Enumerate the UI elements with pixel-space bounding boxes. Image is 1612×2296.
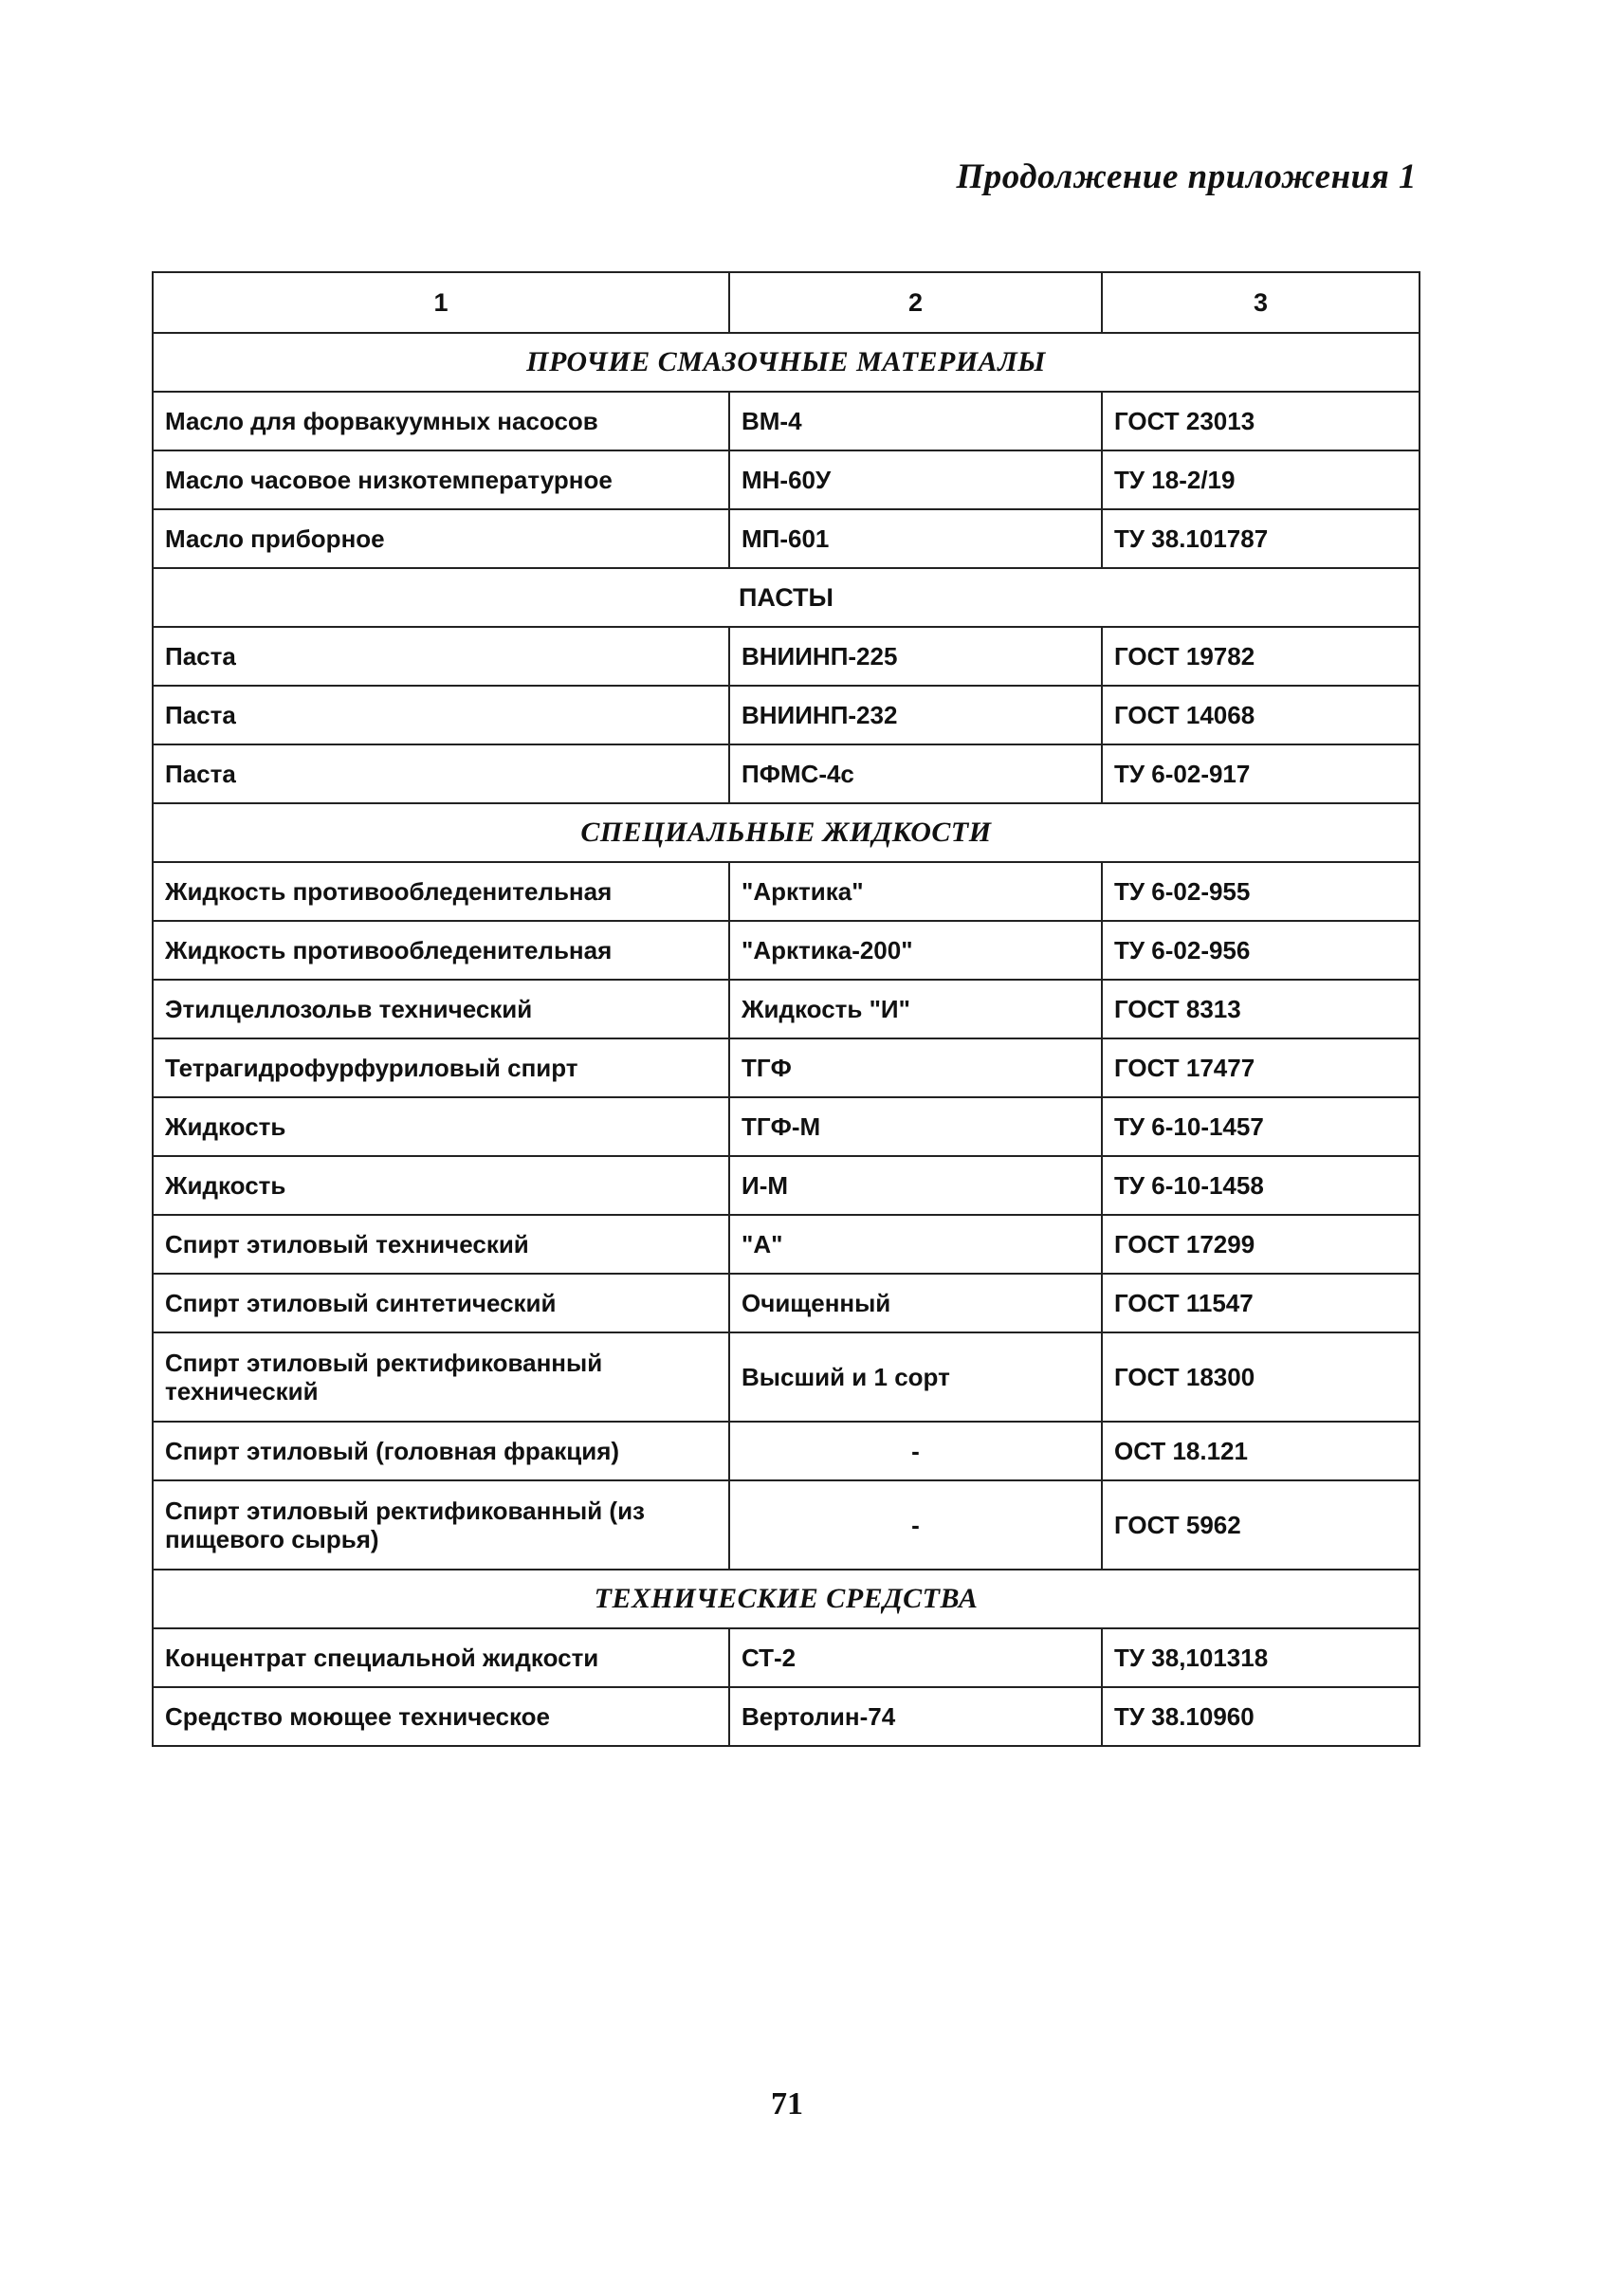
material-name: Жидкость	[153, 1097, 729, 1156]
section-title-lubricants: ПРОЧИЕ СМАЗОЧНЫЕ МАТЕРИАЛЫ	[153, 333, 1420, 392]
material-grade: Жидкость "И"	[729, 980, 1102, 1038]
material-standard: ГОСТ 18300	[1102, 1332, 1420, 1422]
material-grade: "Арктика-200"	[729, 921, 1102, 980]
material-name: Спирт этиловый (головная фракция)	[153, 1422, 729, 1480]
material-name: Масло приборное	[153, 509, 729, 568]
table-row	[153, 1422, 1420, 1480]
material-name: Спирт этиловый ректификованный технический	[153, 1332, 729, 1422]
material-grade: СТ-2	[729, 1628, 1102, 1687]
table-row	[153, 980, 1420, 1038]
material-standard: ОСТ 18.121	[1102, 1422, 1420, 1480]
material-name: Паста	[153, 744, 729, 803]
section-title-technical-means: ТЕХНИЧЕСКИЕ СРЕДСТВА	[153, 1570, 1420, 1628]
material-standard: ТУ 18-2/19	[1102, 450, 1420, 509]
material-grade: ВНИИНП-225	[729, 627, 1102, 686]
material-standard: ТУ 6-02-955	[1102, 862, 1420, 921]
material-name: Тетрагидрофурфуриловый спирт	[153, 1038, 729, 1097]
table-row	[153, 392, 1420, 450]
material-name: Спирт этиловый ректификованный (из пищевого сырья)	[153, 1480, 729, 1570]
material-name: Спирт этиловый технический	[153, 1215, 729, 1274]
material-name: Спирт этиловый синтетический	[153, 1274, 729, 1332]
material-standard: ТУ 38.101787	[1102, 509, 1420, 568]
material-grade: ПФМС-4с	[729, 744, 1102, 803]
table-row	[153, 1332, 1420, 1422]
material-grade: Высший и 1 сорт	[729, 1332, 1102, 1422]
column-number-row	[153, 272, 1420, 333]
material-standard: ГОСТ 17477	[1102, 1038, 1420, 1097]
table-row	[153, 744, 1420, 803]
material-grade: МН-60У	[729, 450, 1102, 509]
table-row	[153, 1480, 1420, 1570]
material-standard: ГОСТ 11547	[1102, 1274, 1420, 1332]
material-standard: ГОСТ 14068	[1102, 686, 1420, 744]
table-row	[153, 686, 1420, 744]
material-grade: И-М	[729, 1156, 1102, 1215]
material-grade: ВМ-4	[729, 392, 1102, 450]
material-name: Паста	[153, 627, 729, 686]
section-row	[153, 333, 1420, 392]
material-standard: ГОСТ 5962	[1102, 1480, 1420, 1570]
material-standard: ГОСТ 19782	[1102, 627, 1420, 686]
materials-table	[152, 271, 1420, 1747]
column-number-3: 3	[1102, 272, 1420, 333]
material-name: Масло часовое низкотемпературное	[153, 450, 729, 509]
material-standard: ТУ 6-10-1457	[1102, 1097, 1420, 1156]
section-row	[153, 803, 1420, 862]
table-row	[153, 509, 1420, 568]
material-standard: ТУ 6-10-1458	[1102, 1156, 1420, 1215]
table-row	[153, 1628, 1420, 1687]
section-title-pastes: ПАСТЫ	[153, 568, 1420, 627]
material-grade: "А"	[729, 1215, 1102, 1274]
table-row	[153, 1274, 1420, 1332]
page-header: Продолжение приложения 1	[956, 157, 1417, 196]
material-name: Концентрат специальной жидкости	[153, 1628, 729, 1687]
material-grade: ТГФ	[729, 1038, 1102, 1097]
material-grade: ВНИИНП-232	[729, 686, 1102, 744]
material-grade: ТГФ-М	[729, 1097, 1102, 1156]
material-name: Жидкость противообледенительная	[153, 921, 729, 980]
material-grade: Вертолин-74	[729, 1687, 1102, 1746]
material-name: Масло для форвакуумных насосов	[153, 392, 729, 450]
column-number-2: 2	[729, 272, 1102, 333]
material-name: Средство моющее техническое	[153, 1687, 729, 1746]
table-row	[153, 1215, 1420, 1274]
table-row	[153, 921, 1420, 980]
material-grade: Очищенный	[729, 1274, 1102, 1332]
material-standard: ТУ 6-02-917	[1102, 744, 1420, 803]
table-row	[153, 1156, 1420, 1215]
table-row	[153, 862, 1420, 921]
material-name: Жидкость	[153, 1156, 729, 1215]
page-number: 71	[771, 2086, 803, 2122]
material-standard: ТУ 38.10960	[1102, 1687, 1420, 1746]
material-name: Паста	[153, 686, 729, 744]
table-row	[153, 1687, 1420, 1746]
table-row	[153, 1038, 1420, 1097]
section-row	[153, 1570, 1420, 1628]
material-grade: МП-601	[729, 509, 1102, 568]
table-row	[153, 450, 1420, 509]
material-grade: -	[729, 1480, 1102, 1570]
section-title-special-liquids: СПЕЦИАЛЬНЫЕ ЖИДКОСТИ	[153, 803, 1420, 862]
material-standard: ТУ 6-02-956	[1102, 921, 1420, 980]
material-name: Жидкость противообледенительная	[153, 862, 729, 921]
table-row	[153, 1097, 1420, 1156]
material-grade: -	[729, 1422, 1102, 1480]
section-row	[153, 568, 1420, 627]
material-standard: ГОСТ 17299	[1102, 1215, 1420, 1274]
table-row	[153, 627, 1420, 686]
material-name: Этилцеллозольв технический	[153, 980, 729, 1038]
material-standard: ТУ 38,101318	[1102, 1628, 1420, 1687]
material-standard: ГОСТ 8313	[1102, 980, 1420, 1038]
material-grade: "Арктика"	[729, 862, 1102, 921]
column-number-1: 1	[153, 272, 729, 333]
material-standard: ГОСТ 23013	[1102, 392, 1420, 450]
